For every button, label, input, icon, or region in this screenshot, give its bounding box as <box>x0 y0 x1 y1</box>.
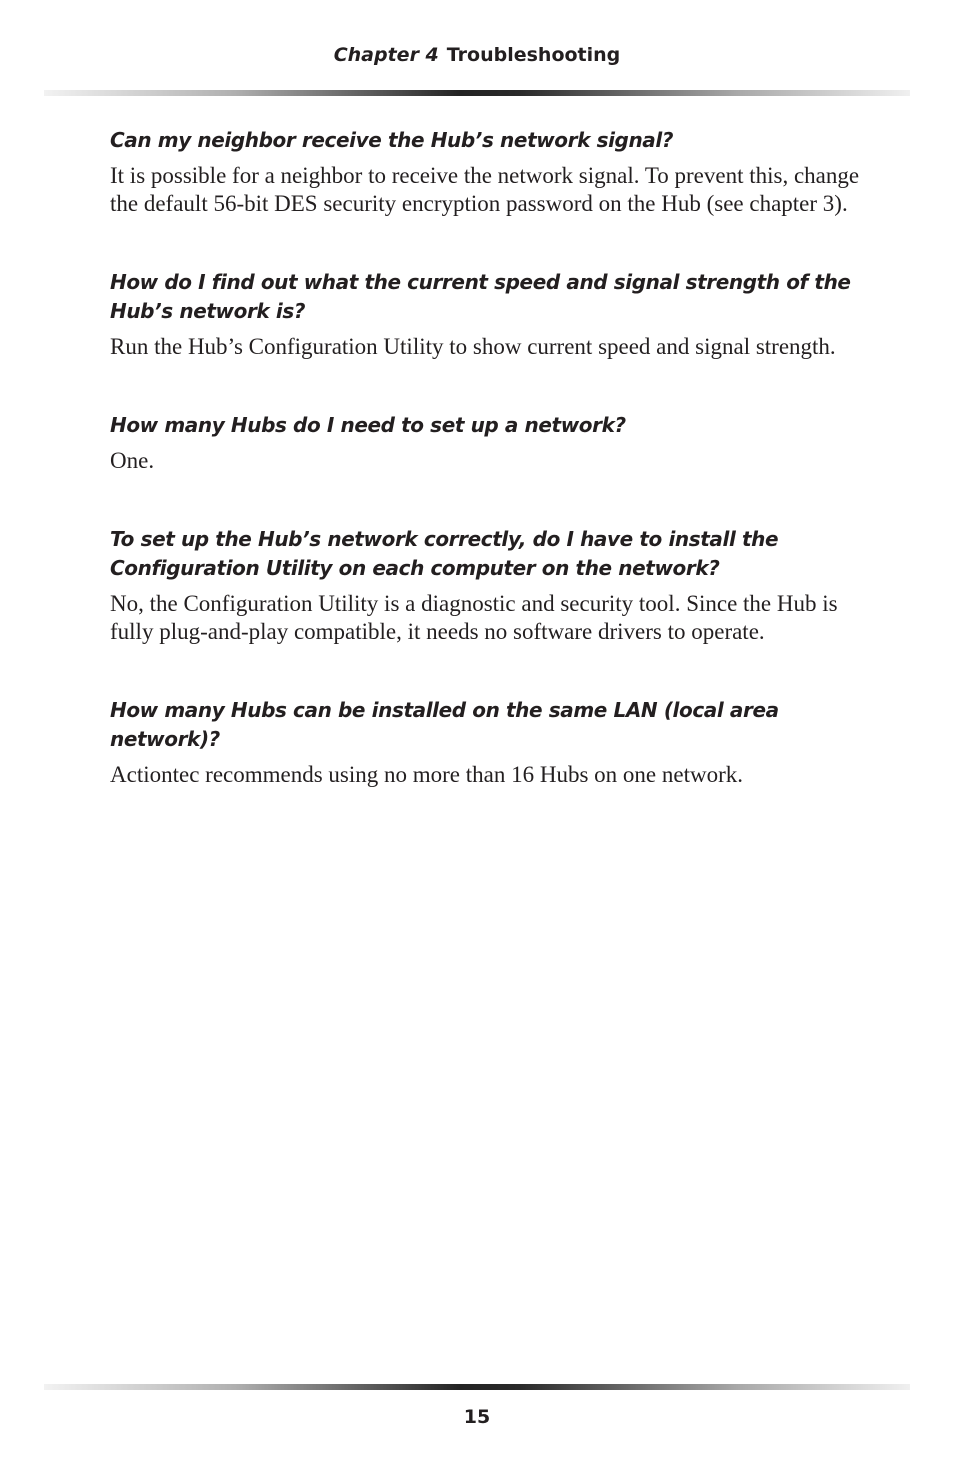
faq-item-speed-signal <box>110 268 880 361</box>
chapter-title: Troubleshooting <box>446 44 621 66</box>
faq-question: How many Hubs do I need to set up a network? <box>110 413 626 437</box>
faq-answer: No, the Configuration Utility is a diagnostic and security tool. Since the Hub is fully plug-and-play compatible, it needs no software drivers to operate. <box>110 591 838 644</box>
faq-item-lan-limit <box>110 696 880 789</box>
faq-item-hub-count <box>110 411 880 475</box>
faq-answer: It is possible for a neighbor to receive the network signal. To prevent this, change the default 56-bit DES security encryption password on the Hub (see chapter 3). <box>110 163 860 216</box>
faq-item-neighbor-signal <box>110 126 880 218</box>
faq-answer: Run the Hub’s Configuration Utility to show current speed and signal strength. <box>110 334 836 359</box>
header-rule <box>44 90 910 96</box>
chapter-label: Chapter 4 <box>333 44 439 66</box>
faq-question: How do I find out what the current speed and signal strength of the Hub’s network is? <box>110 270 851 323</box>
faq-question: Can my neighbor receive the Hub’s network signal? <box>110 128 674 152</box>
faq-item-configuration-utility <box>110 525 880 646</box>
faq-question: To set up the Hub’s network correctly, do I have to install the Configuration Utility on each computer on the network? <box>110 527 779 580</box>
faq-answer: Actiontec recommends using no more than 16 Hubs on one network. <box>110 762 744 787</box>
page-number: 15 <box>463 1406 491 1428</box>
faq-list <box>110 126 880 839</box>
running-header <box>0 44 954 66</box>
footer-rule <box>44 1384 910 1390</box>
faq-answer: One. <box>110 448 155 473</box>
faq-question: How many Hubs can be installed on the same LAN (local area network)? <box>110 698 779 751</box>
